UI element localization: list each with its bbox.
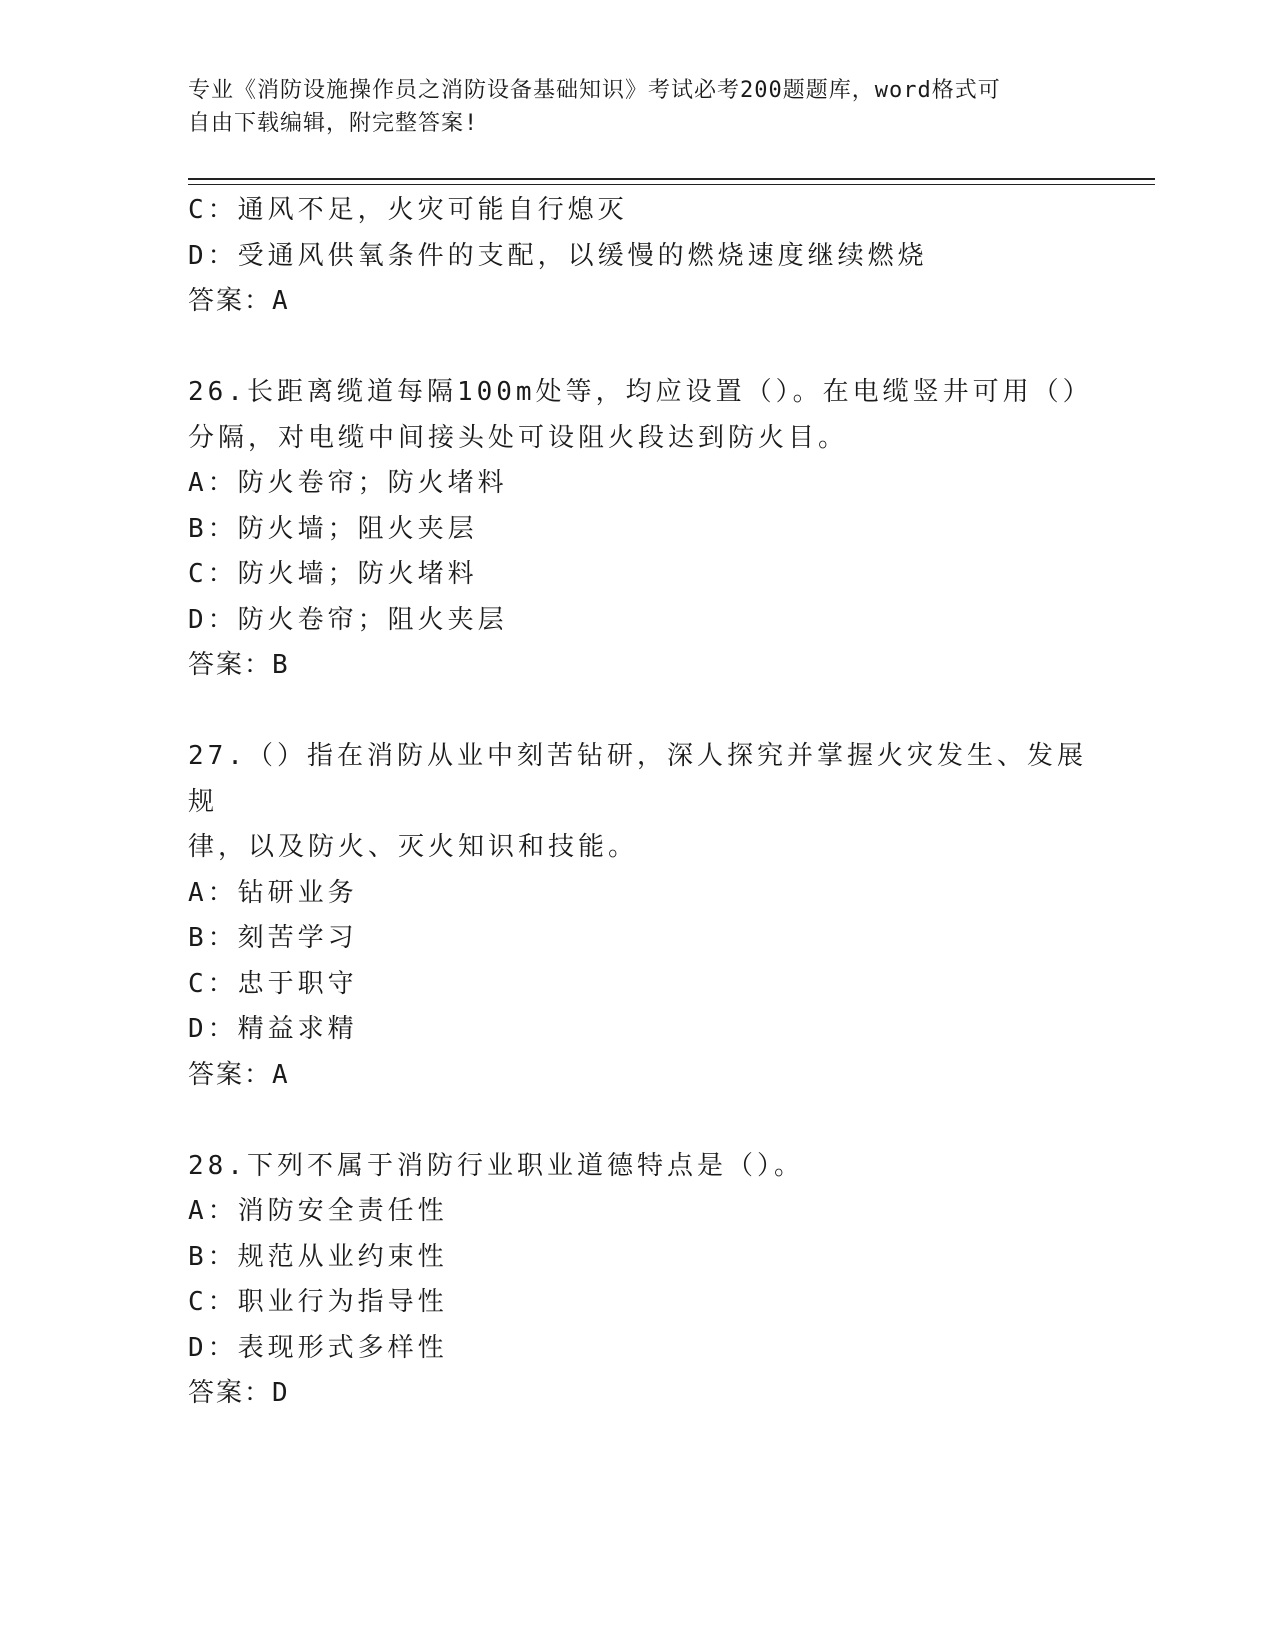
option-b: B：规范从业约束性	[188, 1241, 448, 1272]
question-text-line-2: 分隔，对电缆中间接头处可设阻火段达到防火目。	[188, 422, 849, 453]
header-line-1: 专业《消防设施操作员之消防设备基础知识》考试必考200题题库，word格式可	[188, 78, 1001, 103]
question-text-line-2: 律，以及防火、灭火知识和技能。	[188, 832, 639, 862]
header-divider	[188, 178, 1155, 185]
option-d: D：受通风供氧条件的支配，以缓慢的燃烧速度继续燃烧	[188, 240, 928, 271]
question-26	[188, 370, 1093, 689]
answer: 答案：A	[188, 1059, 290, 1090]
question-text-line-1: 27.（）指在消防从业中刻苦钻研，深人探究并掌握火灾发生、发展规	[188, 741, 1087, 817]
answer: 答案：B	[188, 650, 290, 680]
question-text-line-1: 28.下列不属于消防行业职业道德特点是（）。	[188, 1150, 804, 1181]
option-d: D：防火卷帘；阻火夹层	[188, 604, 508, 635]
question-list	[188, 188, 1093, 1417]
option-d: D：表现形式多样性	[188, 1332, 448, 1363]
header-line-2: 自由下载编辑，附完整答案!	[188, 111, 479, 136]
option-d: D：精益求精	[188, 1014, 358, 1044]
option-c: C：防火墙；防火堵料	[188, 559, 478, 589]
option-a: A：消防安全责任性	[188, 1196, 448, 1226]
option-c: C：通风不足，火灾可能自行熄灭	[188, 195, 628, 225]
question-27	[188, 734, 1088, 1098]
previous-question-continuation	[188, 188, 1088, 325]
option-b: B：刻苦学习	[188, 923, 358, 953]
option-b: B：防火墙；阻火夹层	[188, 513, 478, 544]
option-c: C：职业行为指导性	[188, 1287, 448, 1317]
option-a: A：钻研业务	[188, 877, 358, 908]
option-a: A：防火卷帘；防火堵料	[188, 468, 508, 498]
document-header	[188, 74, 1088, 140]
option-c: C：忠于职守	[188, 968, 358, 999]
question-text-line-1: 26.长距离缆道每隔100m处等，均应设置（）。在电缆竖井可用（）	[188, 377, 1093, 407]
answer: 答案：D	[188, 1378, 290, 1408]
question-28	[188, 1144, 1088, 1417]
answer: 答案：A	[188, 286, 290, 316]
